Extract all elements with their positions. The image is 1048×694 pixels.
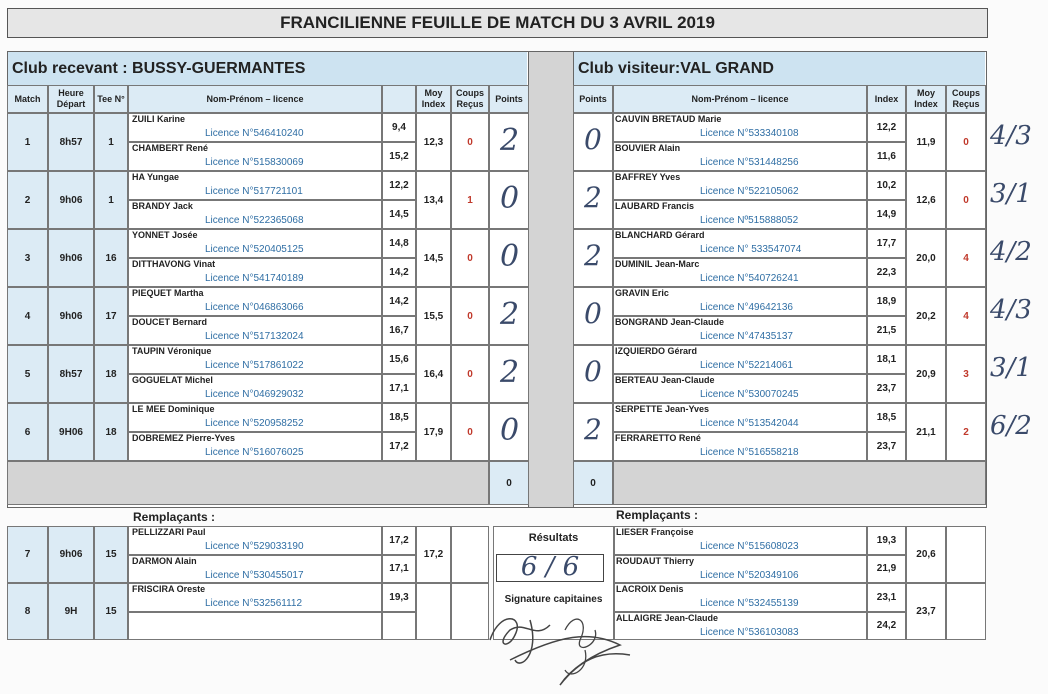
- home-tee: 1: [94, 171, 128, 229]
- home-player-name: CHAMBERT René: [132, 143, 209, 153]
- home-tee: 18: [94, 345, 128, 403]
- sub-home-player-index: [382, 612, 416, 641]
- away-player-index: 23,7: [867, 374, 906, 403]
- sub-home-player-licence: Licence N°529033190: [205, 541, 304, 552]
- sub-start-time: 9H: [48, 583, 94, 640]
- home-player-name: DITTHAVONG Vinat: [132, 259, 216, 269]
- sub-away-player-licence: Licence N°520349106: [700, 569, 799, 581]
- sub-tee: 15: [94, 526, 128, 583]
- home-player-licence: Licence N°520405125: [205, 244, 304, 255]
- home-col-heure: Heure Départ: [48, 85, 94, 113]
- home-player-name: DOBREMEZ Pierre-Yves: [132, 433, 236, 443]
- away-player-licence: Licence N°513542044: [700, 418, 799, 429]
- home-player-index: 15,6: [382, 345, 416, 374]
- home-start-time: 8h57: [48, 345, 94, 403]
- sub-away-player-index: 24,2: [867, 612, 906, 641]
- home-start-time: 9h06: [48, 287, 94, 345]
- page-title: FRANCILIENNE FEUILLE DE MATCH DU 3 AVRIL 2019: [7, 8, 988, 38]
- home-player-licence: Licence N°517861022: [205, 360, 304, 371]
- home-player-index: 17,2: [382, 432, 416, 461]
- away-player-licence: Licence N°522105062: [700, 186, 799, 197]
- sub-match-number: 7: [7, 526, 48, 583]
- sub-away-player-name: ALLAIGRE Jean-Claude: [616, 612, 719, 623]
- home-match-number: 5: [7, 345, 48, 403]
- away-coups-recus: 0: [946, 171, 986, 229]
- sub-match-number: 8: [7, 583, 48, 640]
- sub-away-player-name: ROUDAUT Thierry: [616, 555, 695, 566]
- home-player-index: 14,2: [382, 258, 416, 287]
- away-coups-recus: 4: [946, 287, 986, 345]
- home-player-licence: Licence N°541740189: [205, 273, 304, 284]
- away-player-name: BAFFREY Yves: [615, 172, 681, 182]
- home-points: 2: [500, 123, 520, 158]
- home-player-index: 15,2: [382, 142, 416, 171]
- away-coups-recus: 4: [946, 229, 986, 287]
- away-points: 0: [584, 297, 602, 330]
- away-moy-index: 20,0: [906, 229, 946, 287]
- home-total-points: 0: [489, 461, 529, 505]
- away-total-spacer: [613, 461, 986, 505]
- away-player-name: BOUVIER Alain: [615, 143, 681, 153]
- handwritten-score: 4/2: [990, 237, 1032, 267]
- sub-home-moy-index: [416, 583, 451, 640]
- home-start-time: 9h06: [48, 171, 94, 229]
- away-coups-recus: 3: [946, 345, 986, 403]
- home-player-licence: Licence N°520958252: [205, 418, 304, 429]
- away-player-name: BONGRAND Jean-Claude: [615, 317, 725, 327]
- home-player-index: 14,2: [382, 287, 416, 316]
- home-match-number: 3: [7, 229, 48, 287]
- away-player-licence: Licence N°533340108: [700, 128, 799, 139]
- away-player-index: 10,2: [867, 171, 906, 200]
- away-player-licence: Licence Nº515888052: [700, 215, 799, 226]
- sub-away-player-index: 21,9: [867, 555, 906, 584]
- away-points: 0: [584, 123, 602, 156]
- away-player-licence: Licence N°530070245: [700, 389, 799, 400]
- home-col-points: Points: [489, 85, 529, 113]
- home-col-name: Nom-Prénom – licence: [128, 85, 382, 113]
- sub-start-time: 9h06: [48, 526, 94, 583]
- home-coups-recus: 1: [451, 171, 489, 229]
- sub-home-coups: [451, 526, 489, 583]
- home-player-name: HA Yungae: [132, 172, 180, 182]
- away-player-name: CAUVIN BRETAUD Marie: [615, 114, 722, 124]
- home-player-index: 14,8: [382, 229, 416, 258]
- away-col-points: Points: [573, 85, 613, 113]
- home-col-tee: Tee N°: [94, 85, 128, 113]
- home-match-number: 1: [7, 113, 48, 171]
- home-col-match: Match: [7, 85, 48, 113]
- away-moy-index: 20,2: [906, 287, 946, 345]
- sub-away-player-index: 23,1: [867, 583, 906, 612]
- results-label: Résultats: [528, 532, 579, 544]
- away-points: 2: [584, 181, 602, 214]
- away-points: 2: [584, 239, 602, 272]
- home-player-licence: Licence N°515830069: [205, 157, 304, 168]
- away-coups-recus: 0: [946, 113, 986, 171]
- away-player-licence: Licence N° 533547074: [700, 244, 802, 255]
- away-player-name: FERRARETTO René: [615, 433, 701, 443]
- home-coups-recus: 0: [451, 403, 489, 461]
- away-player-licence: Licence N°540726241: [700, 273, 799, 284]
- sub-away-coups: [946, 526, 986, 583]
- away-club-header: Club visiteur:VAL GRAND: [574, 52, 985, 86]
- home-start-time: 9H06: [48, 403, 94, 461]
- away-coups-recus: 2: [946, 403, 986, 461]
- home-player-name: TAUPIN Véronique: [132, 346, 212, 356]
- away-player-index: 18,1: [867, 345, 906, 374]
- sub-home-player-name: DARMON Alain: [132, 555, 197, 566]
- away-player-name: SERPETTE Jean-Yves: [615, 404, 710, 414]
- sub-home-player-name: PELLIZZARI Paul: [132, 527, 206, 537]
- home-match-number: 6: [7, 403, 48, 461]
- away-player-index: 21,5: [867, 316, 906, 345]
- home-moy-index: 17,9: [416, 403, 451, 461]
- handwritten-score: 6/2: [990, 411, 1032, 441]
- away-player-name: LAUBARD Francis: [615, 201, 695, 211]
- home-player-name: YONNET Josée: [132, 230, 198, 240]
- home-coups-recus: 0: [451, 287, 489, 345]
- home-player-name: DOUCET Bernard: [132, 317, 208, 327]
- sub-away-player-licence: Licence N°515608023: [700, 541, 799, 552]
- sub-home-player-row: [128, 612, 382, 641]
- home-player-index: 9,4: [382, 113, 416, 142]
- captain-signature: [470, 600, 670, 690]
- away-player-name: BERTEAU Jean-Claude: [615, 375, 715, 385]
- sub-home-player-licence: Licence N°532561112: [205, 598, 303, 609]
- home-tee: 1: [94, 113, 128, 171]
- handwritten-score: 4/3: [990, 295, 1032, 325]
- sub-home-moy-index: 17,2: [416, 526, 451, 583]
- home-player-licence: Licence N°046863066: [205, 302, 304, 313]
- home-points: 2: [500, 297, 520, 332]
- sub-away-moy-index: 23,7: [906, 583, 946, 640]
- home-coups-recus: 0: [451, 345, 489, 403]
- home-player-licence: Licence N°046929032: [205, 389, 304, 400]
- signature-label: Signature capitaines: [504, 594, 603, 605]
- home-col-coups: Coups Reçus: [451, 85, 489, 113]
- sub-away-player-name: LIESER Françoise: [616, 527, 694, 537]
- home-tee: 18: [94, 403, 128, 461]
- away-player-name: BLANCHARD Gérard: [615, 230, 705, 240]
- home-total-spacer: [7, 461, 489, 505]
- home-player-index: 17,1: [382, 374, 416, 403]
- sub-home-player-name: FRISCIRA Oreste: [132, 584, 206, 594]
- home-match-number: 2: [7, 171, 48, 229]
- home-col-moy: Moy Index: [416, 85, 451, 113]
- away-points: 0: [584, 355, 602, 388]
- away-player-licence: Licence N°531448256: [700, 157, 799, 168]
- center-divider: [529, 51, 573, 508]
- away-player-licence: Licence N°52214061: [700, 360, 793, 371]
- away-points: 2: [584, 413, 602, 446]
- away-player-name: IZQUIERDO Gérard: [615, 346, 698, 356]
- substitutes-label-home: Remplaçants :: [133, 510, 216, 524]
- home-player-name: LE MEE Dominique: [132, 404, 215, 414]
- away-col-name: Nom-Prénom – licence: [613, 85, 867, 113]
- home-player-index: 16,7: [382, 316, 416, 345]
- handwritten-score: 3/1: [990, 179, 1032, 209]
- home-player-licence: Licence N°516076025: [205, 447, 304, 458]
- sub-away-moy-index: 20,6: [906, 526, 946, 583]
- home-tee: 16: [94, 229, 128, 287]
- home-tee: 17: [94, 287, 128, 345]
- away-player-index: 17,7: [867, 229, 906, 258]
- home-player-index: 14,5: [382, 200, 416, 229]
- home-match-number: 4: [7, 287, 48, 345]
- home-start-time: 9h06: [48, 229, 94, 287]
- away-player-index: 22,3: [867, 258, 906, 287]
- home-player-licence: Licence N°522365068: [205, 215, 304, 226]
- away-player-index: 23,7: [867, 432, 906, 461]
- sub-home-player-licence: Licence N°530455017: [205, 569, 304, 581]
- home-moy-index: 13,4: [416, 171, 451, 229]
- home-coups-recus: 0: [451, 113, 489, 171]
- home-player-licence: Licence N°546410240: [205, 128, 304, 139]
- sub-away-player-index: 19,3: [867, 526, 906, 555]
- home-coups-recus: 0: [451, 229, 489, 287]
- home-points: 0: [500, 239, 520, 274]
- away-col-moy: Moy Index: [906, 85, 946, 113]
- sub-away-coups: [946, 583, 986, 640]
- away-col-coups: Coups Reçus: [946, 85, 986, 113]
- away-player-index: 18,5: [867, 403, 906, 432]
- home-player-name: ZUILI Karine: [132, 114, 186, 124]
- away-player-index: 12,2: [867, 113, 906, 142]
- away-player-index: 11,6: [867, 142, 906, 171]
- home-moy-index: 15,5: [416, 287, 451, 345]
- away-player-index: 14,9: [867, 200, 906, 229]
- results-value: 6 / 6: [520, 552, 580, 582]
- sub-away-player-licence: Licence N°532455139: [700, 598, 799, 609]
- away-player-licence: Licence N°49642136: [700, 302, 793, 313]
- handwritten-score: 3/1: [990, 353, 1032, 383]
- home-player-licence: Licence N°517132024: [205, 331, 304, 342]
- away-player-licence: Licence N°516558218: [700, 447, 799, 458]
- away-moy-index: 11,9: [906, 113, 946, 171]
- home-player-index: 18,5: [382, 403, 416, 432]
- away-player-name: DUMINIL Jean-Marc: [615, 259, 700, 269]
- home-moy-index: 16,4: [416, 345, 451, 403]
- home-player-licence: Licence N°517721101: [205, 186, 303, 197]
- away-player-index: 18,9: [867, 287, 906, 316]
- home-start-time: 8h57: [48, 113, 94, 171]
- sub-home-player-index: 17,1: [382, 555, 416, 584]
- handwritten-score: 4/3: [990, 121, 1032, 151]
- home-moy-index: 12,3: [416, 113, 451, 171]
- away-col-index: Index: [867, 85, 906, 113]
- away-moy-index: 20,9: [906, 345, 946, 403]
- sub-tee: 15: [94, 583, 128, 640]
- sub-away-player-licence: Licence N°536103083: [700, 626, 799, 638]
- home-player-name: PIEQUET Martha: [132, 288, 204, 298]
- sub-home-player-index: 17,2: [382, 526, 416, 555]
- away-player-licence: Licence N°47435137: [700, 331, 793, 342]
- home-col-blank: [382, 85, 416, 113]
- sub-away-player-name: LACROIX Denis: [616, 584, 684, 594]
- home-club-header: Club recevant : BUSSY-GUERMANTES: [8, 52, 527, 86]
- away-total-points: 0: [573, 461, 613, 505]
- home-player-index: 12,2: [382, 171, 416, 200]
- home-player-name: BRANDY Jack: [132, 201, 193, 211]
- home-player-name: GOGUELAT Michel: [132, 375, 213, 385]
- home-points: 0: [500, 181, 520, 216]
- away-moy-index: 21,1: [906, 403, 946, 461]
- away-player-name: GRAVIN Eric: [615, 288, 669, 298]
- away-moy-index: 12,6: [906, 171, 946, 229]
- sub-home-player-index: 19,3: [382, 583, 416, 612]
- home-moy-index: 14,5: [416, 229, 451, 287]
- substitutes-label-away: Remplaçants :: [616, 508, 699, 522]
- home-points: 0: [500, 413, 520, 448]
- home-points: 2: [500, 355, 520, 390]
